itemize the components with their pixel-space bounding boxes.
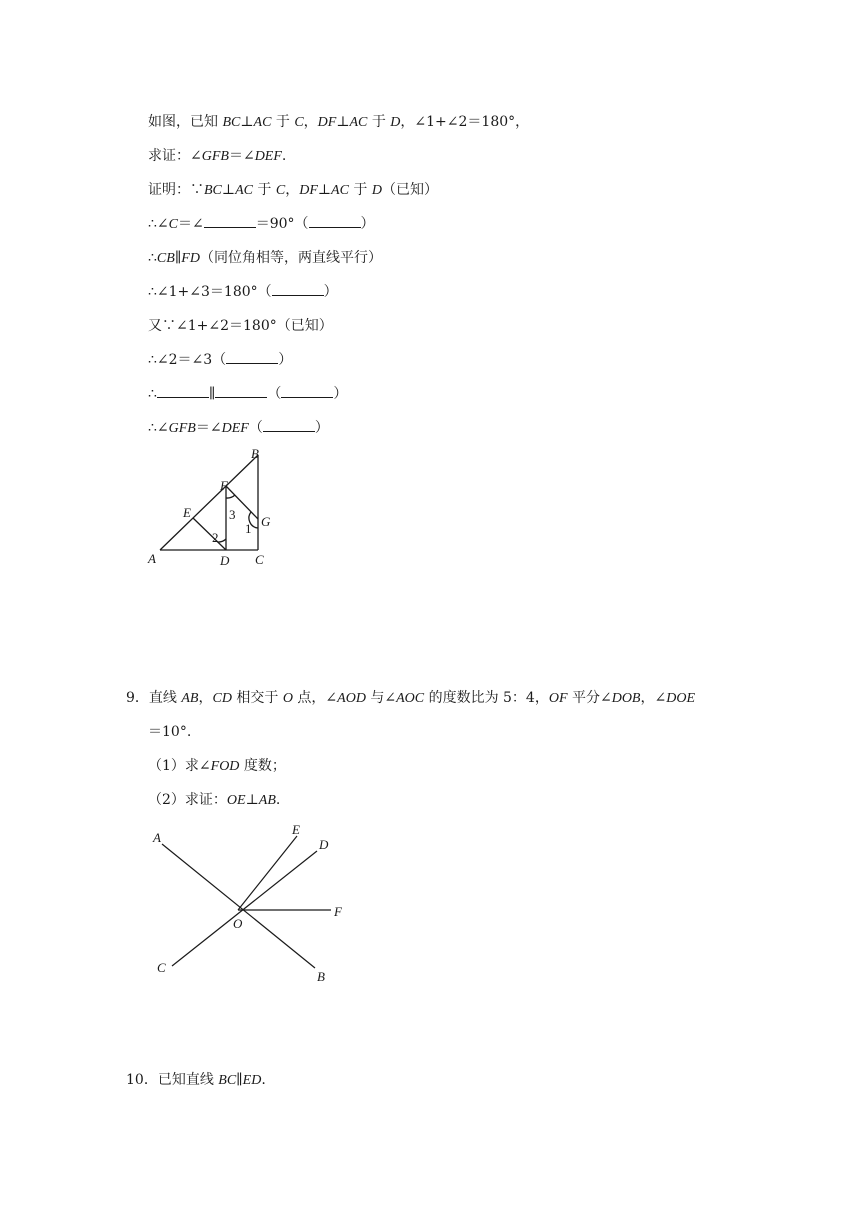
answer-blank[interactable] (272, 282, 324, 296)
segment-label: DF (299, 183, 318, 198)
q8-step-6 (148, 384, 347, 404)
text: ） (323, 284, 338, 300)
q8-step-5 (148, 350, 292, 370)
text: 求证：∠ (148, 148, 202, 164)
angle-1-label: 1 (245, 521, 252, 536)
text: 相交于 (231, 690, 283, 706)
q8-step-7 (148, 418, 329, 439)
text: . (261, 1072, 266, 1088)
text: ） (360, 216, 375, 232)
point-b-label: B (251, 446, 259, 461)
text: 已知直线 (157, 1072, 219, 1088)
perp-symbol: ⊥ (336, 114, 350, 130)
q8-prove (148, 146, 286, 167)
segment-ab (160, 455, 258, 550)
point-label: C (294, 115, 304, 130)
text: 点，∠ (292, 690, 338, 706)
text: ∴∠ (148, 216, 169, 232)
text: ＝∠ (195, 420, 222, 436)
segment-label: AC (349, 115, 368, 130)
text: ∴∠ (148, 420, 169, 436)
q9-part-2 (148, 790, 280, 811)
segment-label: DF (317, 115, 337, 130)
text: 平分∠ (567, 690, 612, 706)
segment-label: AC (235, 183, 253, 198)
text: ＝90°（ (255, 216, 309, 232)
text: 直线 (148, 690, 182, 706)
line-label: AB (181, 691, 199, 706)
perp-symbol: ⊥ (317, 182, 332, 198)
q9-statement-cont (148, 722, 191, 742)
text: 的度数比为 5：4， (424, 690, 549, 706)
point-d-label: D (220, 553, 230, 568)
ray-oe (238, 836, 297, 910)
q10-statement (126, 1070, 266, 1091)
point-label: C (168, 217, 178, 232)
angle-3-label: 3 (229, 507, 236, 522)
text: （ (248, 420, 263, 436)
point-a-label: A (148, 551, 156, 566)
text: （2）求证： (148, 792, 227, 808)
point-f-label: F (334, 904, 342, 919)
segment-label: AC (253, 115, 272, 130)
point-b-label: B (317, 969, 325, 984)
angle-label: DOE (666, 691, 695, 706)
perp-symbol: ⊥ (245, 792, 259, 808)
q8-step-3 (148, 282, 338, 302)
point-o-label: O (233, 916, 243, 931)
segment-ed (193, 518, 226, 550)
text: 与∠ (365, 690, 397, 706)
parallel-symbol: ∥ (236, 1072, 243, 1088)
perp-symbol: ⊥ (240, 114, 254, 130)
line-cd (172, 851, 317, 966)
ray-label: OF (548, 691, 568, 706)
line-label: AB (258, 793, 276, 808)
q8-proof-start (148, 180, 438, 201)
angle-2-label: 2 (212, 530, 219, 545)
line-ab (162, 844, 315, 968)
point-e-label: E (292, 822, 300, 837)
text: ∴∠1+∠3＝180°（ (148, 284, 272, 300)
point-d-label: D (319, 837, 329, 852)
angle-label: DEF (254, 149, 282, 164)
q8-step-2 (148, 248, 382, 269)
text: ， (303, 114, 318, 130)
q9-intersecting-lines-figure (145, 820, 360, 990)
text: . (275, 792, 281, 808)
text: ＝∠ (228, 148, 255, 164)
segment-label: FD (181, 251, 200, 266)
q8-step-4 (148, 316, 333, 336)
angle-label: GFB (168, 421, 196, 436)
segment-label: BC (222, 115, 241, 130)
answer-blank[interactable] (215, 384, 267, 398)
answer-blank[interactable] (204, 214, 256, 228)
text: ， (198, 690, 213, 706)
text: ， (285, 182, 300, 198)
point-label: D (371, 183, 382, 198)
angle-label: GFB (201, 149, 229, 164)
text: ，∠ (640, 690, 667, 706)
point-f-label: F (220, 478, 228, 493)
q9-statement (126, 688, 695, 709)
point-c-label: C (157, 960, 166, 975)
segment-label: CB (156, 251, 175, 266)
answer-blank[interactable] (226, 350, 278, 364)
perp-symbol: ⊥ (221, 182, 236, 198)
parallel-symbol: ∥ (208, 386, 216, 402)
answer-blank[interactable] (281, 384, 333, 398)
answer-blank[interactable] (309, 214, 361, 228)
text: ） (333, 386, 348, 402)
ray-label: OE (226, 793, 246, 808)
point-g-label: G (261, 514, 271, 529)
question-number: 9． (126, 690, 149, 706)
angle-label: FOD (210, 759, 240, 774)
point-e-label: E (183, 505, 191, 520)
text: （ (267, 386, 282, 402)
text: ∴ (148, 250, 157, 266)
angle-label: DEF (221, 421, 249, 436)
text: 于 (271, 114, 295, 130)
angle-3-arc (226, 495, 235, 498)
text: ） (314, 420, 329, 436)
angle-2-arc (218, 539, 226, 542)
text: . (281, 148, 287, 164)
text: 于 (348, 182, 372, 198)
point-a-label: A (153, 830, 161, 845)
text: 又∵∠1+∠2＝180°（已知） (148, 318, 333, 334)
text: ，∠1+∠2＝180°， (400, 114, 530, 130)
point-label: O (282, 691, 293, 706)
text: 度数； (239, 758, 286, 774)
parallel-symbol: ∥ (174, 250, 182, 266)
q9-part-1 (148, 756, 286, 777)
text: 于 (367, 114, 391, 130)
answer-blank[interactable] (157, 384, 209, 398)
q8-given (148, 112, 529, 133)
q8-step-1 (148, 214, 375, 235)
text: （同位角相等，两直线平行） (199, 250, 382, 266)
text: ＝10°. (148, 724, 192, 740)
angle-label: AOD (337, 691, 366, 706)
text: ∴∠2＝∠3（ (148, 352, 227, 368)
text: ∴ (148, 386, 157, 402)
q8-triangle-figure (140, 440, 290, 575)
angle-label: DOB (611, 691, 641, 706)
segment-label: AC (331, 183, 349, 198)
angle-label: AOC (396, 691, 425, 706)
point-label: D (390, 115, 401, 130)
point-c-label: C (255, 552, 264, 567)
text: 证明：∵ (148, 182, 204, 198)
segment-label: BC (204, 183, 222, 198)
text: 如图，已知 (148, 114, 223, 130)
text: 于 (252, 182, 276, 198)
question-number: 10． (126, 1072, 158, 1088)
line-label: CD (212, 691, 232, 706)
answer-blank[interactable] (263, 418, 315, 432)
line-label: BC (218, 1073, 237, 1088)
text: （1）求∠ (148, 758, 211, 774)
point-label: C (275, 183, 286, 198)
text: ＝∠ (177, 216, 204, 232)
text: （已知） (381, 182, 438, 198)
text: ） (278, 352, 293, 368)
line-label: ED (242, 1073, 262, 1088)
